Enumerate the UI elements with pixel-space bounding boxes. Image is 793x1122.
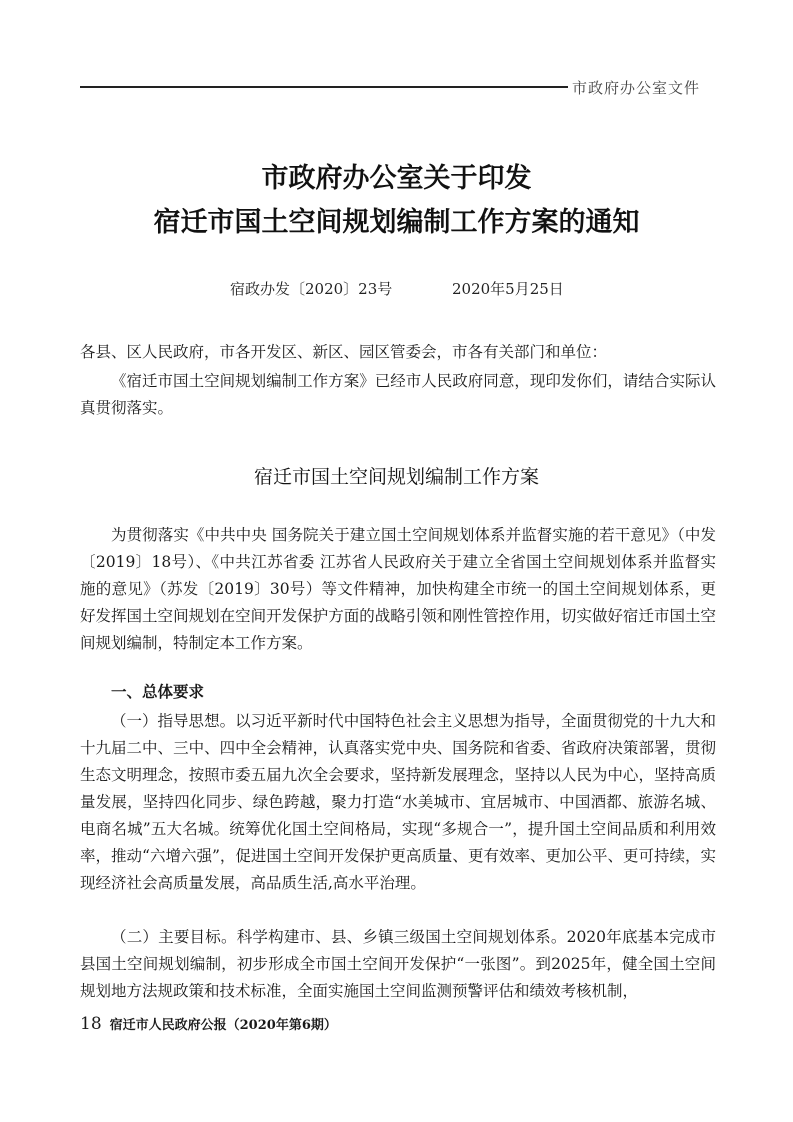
plan-title: 宿迁市国土空间规划编制工作方案 [253, 466, 539, 488]
notice-recipients: 各县、区人民政府，市各开发区、新区、园区管委会，市各有关部门和单位： [80, 343, 608, 361]
guiding-ideology-paragraph [80, 708, 716, 897]
plan-intro: 为贯彻落实《中共中央 国务院关于建立国土空间规划体系并监督实施的若干意见》（中发〔2019〕18号）、《中共江苏省委 江苏省人民政府关于建立全省国土空间规划体系并监督实施的意见》（苏发〔2019〕30号）等文件精神，加快构建全市统一的国土空间规划体系，更好发挥国土空间规划在空间开发保护方面的战略引领和刚性管控作用，切实做好宿迁市国土空间规划编制，特制定本工作方案。 [80, 526, 716, 652]
header-rule [80, 86, 568, 88]
header-label: 市政府办公室文件 [572, 79, 701, 97]
page-footer [80, 1014, 337, 1034]
item-label: （二）主要目标。 [111, 928, 237, 946]
page-number: 18 [80, 1014, 102, 1034]
item-text: 以习近平新时代中国特色社会主义思想为指导，全面贯彻党的十九大和十九届二中、三中、四中全会精神，认真落实党中央、国务院和省委、省政府决策部署，贯彻生态文明理念，按照市委五届九次全会要求，坚持新发展理念，坚持以人民为中心，坚持高质量发展，坚持四化同步、绿色跨越，聚力打造“水美城市、宜居城市、中国酒都、旅游名城、电商名城”五大名城。统筹优化国土空间格局，实现“多规合一”，提升国土空间品质和利用效率，推动“六增六强”，促进国土空间开发保护更高质量、更有效率、更加公平、更可持续，实现经济社会高质量发展，高品质生活,高水平治理。 [80, 712, 716, 892]
main-goals-paragraph [80, 924, 716, 1005]
document-title-line1: 市政府办公室关于印发 [261, 163, 532, 194]
document-title-line2: 宿迁市国土空间规划编制工作方案的通知 [153, 207, 640, 238]
document-date: 2020年5月25日 [452, 280, 564, 298]
item-label: （一）指导思想。 [111, 712, 236, 730]
document-number: 宿政办发〔2020〕23号 [230, 280, 393, 298]
notice-body: 《宿迁市国土空间规划编制工作方案》已经市人民政府同意，现印发你们，请结合实际认真贯彻落实。 [80, 372, 716, 417]
item-text: 科学构建市、县、乡镇三级国土空间规划体系。2020年底基本完成市县国土空间规划编制，初步形成全市国土空间开发保护“一张图”。到2025年，健全国土空间规划地方法规政策和技术标准，全面实施国土空间监测预警评估和绩效考核机制， [80, 928, 716, 1000]
section-heading: 一、总体要求 [111, 683, 205, 701]
publication-name: 宿迁市人民政府公报（2020年第6期） [109, 1018, 337, 1033]
